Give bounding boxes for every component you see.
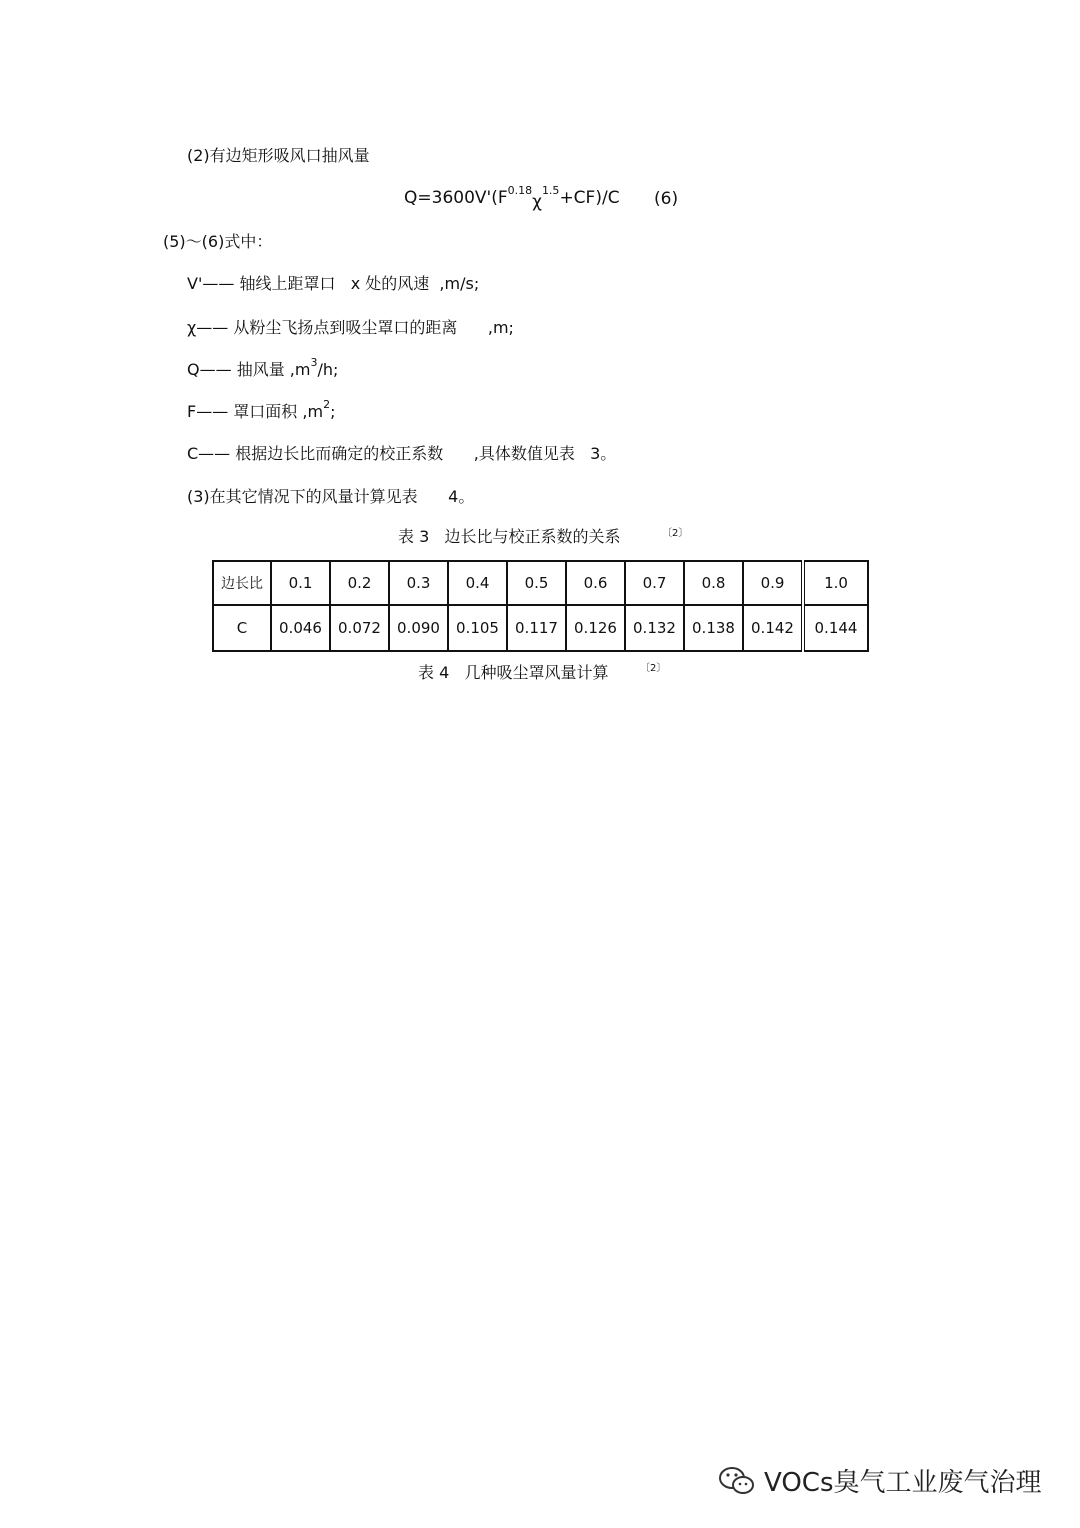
definition-tail: ; bbox=[330, 402, 336, 421]
coefficient-cell: 0.072 bbox=[330, 605, 389, 651]
definition-c bbox=[187, 444, 616, 464]
table-3 bbox=[212, 560, 869, 652]
ratio-cell: 0.5 bbox=[507, 561, 566, 605]
where-line: (5)～(6)式中： bbox=[163, 232, 273, 251]
watermark bbox=[718, 1462, 1042, 1499]
definition-tail: /h; bbox=[317, 360, 339, 379]
definition-f bbox=[187, 398, 336, 424]
coefficient-cell: 0.105 bbox=[448, 605, 507, 651]
definition-text: 罩口面积 ,m bbox=[233, 402, 324, 421]
formula-prefix: Q=3600V'(F bbox=[404, 188, 508, 208]
section-2-heading: (2)有边矩形吸风口抽风量 bbox=[187, 146, 370, 165]
ratio-cell: 0.4 bbox=[448, 561, 507, 605]
definition-chi bbox=[187, 318, 514, 338]
wechat-icon bbox=[718, 1465, 756, 1497]
table-3-caption: 表 3 边长比与校正系数的关系 bbox=[398, 527, 621, 546]
ratio-cell: 0.3 bbox=[389, 561, 448, 605]
section-3-heading: (3)在其它情况下的风量计算见表 4。 bbox=[187, 487, 475, 506]
definition-text: 根据边长比而确定的校正系数 ,具体数值见表 3。 bbox=[235, 444, 617, 463]
row-label-ratio: 边长比 bbox=[213, 561, 271, 605]
row-label-c: C bbox=[213, 605, 271, 651]
coefficient-cell: 0.142 bbox=[743, 605, 803, 651]
coefficient-cell: 0.117 bbox=[507, 605, 566, 651]
ratio-cell: 1.0 bbox=[803, 561, 868, 605]
unit-exponent: 2 bbox=[323, 398, 331, 411]
definition-symbol: Q—— bbox=[187, 360, 232, 379]
watermark-text: VOCs臭气工业废气治理 bbox=[764, 1468, 1042, 1498]
formula-chi: χ bbox=[532, 192, 542, 212]
table-row-coefficient bbox=[213, 605, 868, 651]
definition-v bbox=[187, 274, 479, 294]
coefficient-cell: 0.132 bbox=[625, 605, 684, 651]
ratio-cell: 0.2 bbox=[330, 561, 389, 605]
ratio-cell: 0.6 bbox=[566, 561, 625, 605]
formula-number: (6) bbox=[654, 189, 679, 209]
formula-6 bbox=[404, 184, 620, 212]
unit-exponent: 3 bbox=[310, 356, 318, 369]
ratio-cell: 0.1 bbox=[271, 561, 330, 605]
coefficient-cell: 0.138 bbox=[684, 605, 743, 651]
definition-symbol: V'—— bbox=[187, 274, 235, 293]
formula-exp1: 0.18 bbox=[507, 184, 533, 197]
coefficient-cell: 0.126 bbox=[566, 605, 625, 651]
definition-text: 轴线上距罩口 x 处的风速 ,m/s; bbox=[239, 274, 480, 293]
definition-text: 从粉尘飞扬点到吸尘罩口的距离 ,m; bbox=[233, 318, 514, 337]
formula-exp2: 1.5 bbox=[541, 184, 560, 197]
ratio-cell: 0.7 bbox=[625, 561, 684, 605]
table-row-ratio bbox=[213, 561, 868, 605]
definition-text: 抽风量 ,m bbox=[236, 360, 311, 379]
ratio-cell: 0.9 bbox=[743, 561, 803, 605]
definition-symbol: χ—— bbox=[187, 318, 229, 337]
table-4-caption: 表 4 几种吸尘罩风量计算 bbox=[418, 663, 609, 682]
table-4-reference: 〔2〕 bbox=[640, 663, 667, 674]
definition-q bbox=[187, 356, 339, 382]
table-3-reference: 〔2〕 bbox=[662, 528, 689, 539]
coefficient-cell: 0.144 bbox=[803, 605, 868, 651]
formula-suffix: +CF)/C bbox=[559, 188, 620, 208]
coefficient-cell: 0.046 bbox=[271, 605, 330, 651]
definition-symbol: F—— bbox=[187, 402, 229, 421]
coefficient-cell: 0.090 bbox=[389, 605, 448, 651]
ratio-cell: 0.8 bbox=[684, 561, 743, 605]
definition-symbol: C—— bbox=[187, 444, 231, 463]
